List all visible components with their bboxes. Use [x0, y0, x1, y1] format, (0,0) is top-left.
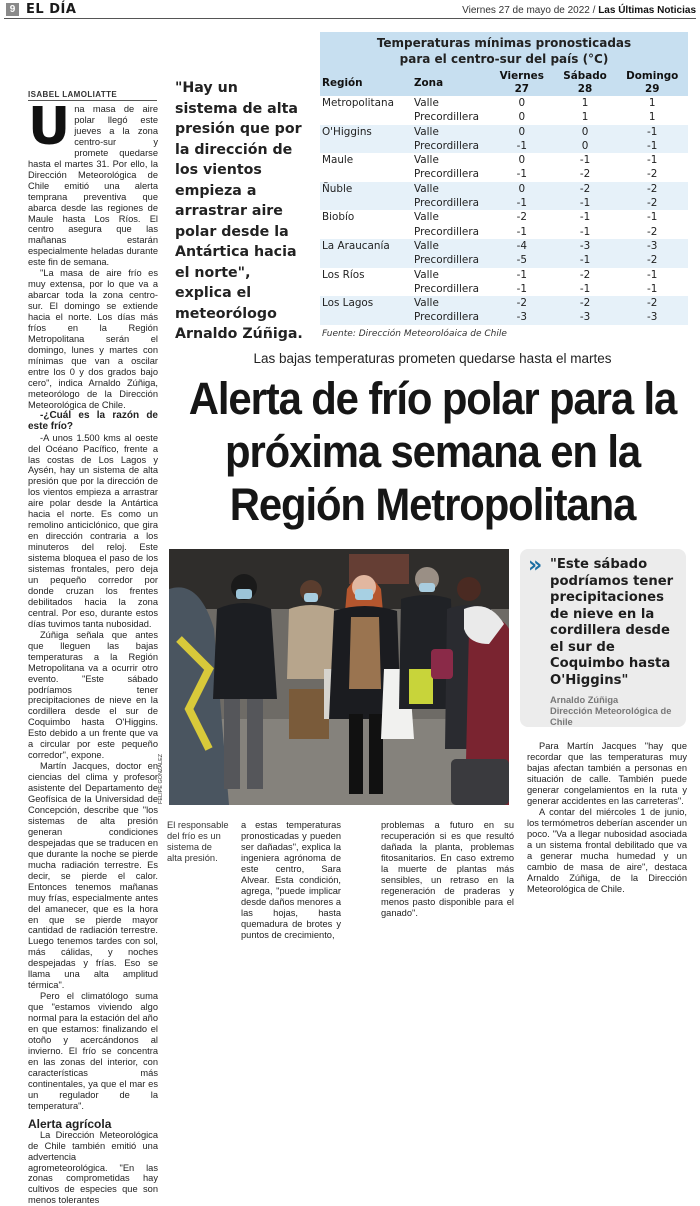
quote-box: [520, 549, 686, 727]
table-row: [320, 239, 688, 253]
cell-v: -4: [490, 239, 554, 253]
news-photo: [169, 549, 509, 805]
cell-region: [320, 139, 412, 153]
article-paragraph: A contar del miércoles 1 de junio, los termómetros deberían ascender un poco. "Va a llegar nubosidad asociada a un sistema frontal debilitado que va a generar mucha humedad y un cambio de masa de aire", destaca Arnaldo Zúñiga, de la Dirección Meteorológica de Chile.: [527, 807, 687, 894]
cell-v: -1: [490, 196, 554, 210]
article-column-right: [527, 741, 687, 895]
section-title: EL DÍA: [26, 2, 77, 17]
table-row: [320, 268, 688, 282]
page-number: 9: [6, 3, 19, 16]
cell-s: -2: [554, 296, 617, 310]
cell-s: -1: [554, 253, 617, 267]
cell-zona: Valle: [412, 125, 490, 139]
cell-s: -3: [554, 239, 617, 253]
cell-v: -1: [490, 139, 554, 153]
cell-d: -1: [616, 139, 688, 153]
article-paragraph: problemas a futuro en su recuperación si es que resultó dañada la planta, problemas fitosanitarios. En caso extremo la muerte de plantas más sensibles, un retraso en la regeneración de praderas y menos pasto disponible para el ganado".: [381, 820, 514, 918]
cell-d: -1: [647, 211, 658, 224]
cell-s: -2: [579, 168, 591, 181]
cell-v: 0: [518, 154, 526, 167]
quote-organization: Dirección Meteorológica de Chile: [550, 706, 672, 727]
cell-v: 0: [518, 97, 526, 109]
kicker: Las bajas temperaturas prometen quedarse hasta el martes: [253, 351, 612, 366]
cell-region: [320, 225, 412, 239]
table-title-line: Temperaturas mínimas pronosticadas: [376, 36, 632, 50]
cell-zona: Precordillera: [414, 168, 479, 181]
cell-v: -1: [516, 268, 527, 281]
cell-d: -2: [616, 296, 688, 310]
cell-d: -1: [647, 268, 658, 281]
article-paragraph: Martín Jacques, doctor en ciencias del clima y profesor asistente del Departamento de Geofísica de la Universidad de Concepción, describe que "los sistemas de alta presión generan condiciones despejadas que se traducen en que durante la noche se pierde mucha radiación terrestre. Es decir, se pierde el calor. Entonces tenemos mañanas muy frías, especialmente antes del amanecer, que es la hora en que se pierde mayor cantidad de radiación terrestre. Luego tenemos tardes con sol, más cálidas, y noches despejadas y frías. Eso se llama una alta amplitud térmica".: [28, 761, 158, 991]
article-paragraph: "La masa de aire frío es muy extensa, por lo que va a abarcar toda la zona centro-sur. El domingo se extiende hacia el norte. Los días más fríos en la Región Metropolitana serán el domingo, lunes y martes con mínimas que van a oscilar entre los 0 y dos grados bajo cero", indica Arnaldo Zúñiga, meteorólogo de la Dirección Meteorológica de Chile.: [28, 268, 158, 410]
column-header: Zona: [412, 70, 490, 96]
cell-s: 0: [554, 125, 617, 139]
table-row: [320, 125, 688, 139]
cell-v: -5: [490, 253, 554, 267]
article-column: [241, 820, 341, 941]
cell-d: -2: [647, 225, 658, 238]
cell-region: [320, 310, 412, 324]
cell-d: -2: [616, 182, 688, 196]
photo-caption: El responsable del frío es un sistema de alta presión.: [167, 820, 229, 863]
cell-d: 1: [648, 111, 656, 124]
cell-s: -1: [579, 282, 591, 295]
table-header-row: [320, 70, 688, 96]
cell-s: 1: [581, 111, 589, 124]
cell-d: -3: [616, 239, 688, 253]
table-row: [320, 167, 688, 181]
table-row: [320, 310, 688, 324]
cell-s: -1: [554, 196, 617, 210]
cell-region: Ñuble: [320, 182, 412, 196]
photo-credit: [158, 753, 170, 805]
quote-attribution: [550, 695, 678, 728]
cell-zona: Precordillera: [414, 111, 479, 124]
table-row: [320, 210, 688, 224]
cell-zona: Valle: [412, 239, 490, 253]
column-header: Sábado 28: [554, 70, 617, 96]
interview-question: -¿Cuál es la razón de este frío?: [28, 409, 158, 432]
chevron-icon: »: [528, 553, 543, 578]
cell-v: -3: [490, 310, 554, 324]
cell-zona: Valle: [414, 211, 439, 224]
table-source: Fuente: Dirección Meteorolóaica de Chile: [322, 328, 507, 339]
photo-credit-text: FELIPE GONZÁLEZ: [158, 753, 164, 804]
cell-d: -1: [616, 125, 688, 139]
quote-text: "Este sábado podríamos tener precipitaciones de nieve en la cordillera desde el sur de Coquimbo hasta O'Higgins": [550, 557, 674, 688]
cell-region: Los Ríos: [322, 268, 365, 281]
cell-v: 0: [490, 182, 554, 196]
cell-d: -2: [616, 196, 688, 210]
cell-v: 0: [490, 125, 554, 139]
table-title: [320, 32, 688, 70]
cell-zona: Precordillera: [412, 310, 490, 324]
cell-v: -2: [490, 296, 554, 310]
cell-region: [320, 196, 412, 210]
street-crowd-image: [169, 549, 509, 805]
cell-d: -1: [647, 282, 658, 295]
cell-s: -1: [579, 211, 591, 224]
table-row: [320, 110, 688, 124]
cell-v: -1: [516, 282, 527, 295]
table-row: [320, 153, 688, 167]
paragraph-text: na masa de aire polar llegó este jueves a la zona centro-sur y promete quedarse hasta el martes 31. Por ello, la Dirección Meteorológica de Chile emitió una alerta temprana preventiva que abarca desde las regiones de Maule hasta Los Ríos. El centro asegura que las mañanas estarán especialmente heladas durante este fin de semana.: [28, 104, 158, 268]
cell-d: -2: [616, 253, 688, 267]
table-row: [320, 182, 688, 196]
article-paragraph: [28, 97, 158, 268]
table-title-line: para el centro-sur del país (°C): [399, 52, 609, 66]
cell-v: -1: [516, 168, 527, 181]
cell-v: -1: [516, 225, 527, 238]
cell-zona: Precordillera: [412, 253, 490, 267]
drop-cap: U: [28, 97, 71, 157]
byline: ISABEL LAMOLIATTE: [28, 90, 157, 101]
cell-zona: Precordillera: [412, 139, 490, 153]
subheading: Alerta agrícola: [28, 1116, 112, 1131]
column-header: Domingo 29: [616, 70, 688, 96]
pull-quote: "Hay un sistema de alta presión que por la dirección de los vientos empieza a arrastrar aire polar desde la Antártica hacia el norte", explica el meteorólogo Arnaldo Zúñiga.: [175, 80, 303, 342]
cell-s: -1: [579, 225, 591, 238]
cell-zona: Valle: [412, 182, 490, 196]
cell-s: 1: [581, 97, 589, 109]
cell-zona: Precordillera: [414, 282, 479, 295]
article-paragraph: Zúñiga señala que antes que lleguen las bajas temperaturas a la Región Metropolitana va a ocurrir otro evento. "Este sábado podríamos tener precipitaciones de nieve en la cordillera desde el sur de Coquimbo hasta O'Higgins. Esto debido a un frente que va a circular por este pequeño corredor", expone.: [28, 629, 158, 761]
cell-zona: Valle: [414, 154, 439, 167]
table-row: [320, 253, 688, 267]
table-row: [320, 225, 688, 239]
cell-d: -1: [647, 154, 658, 167]
dateline: [462, 5, 696, 16]
cell-zona: Precordillera: [414, 225, 479, 238]
table-row: [320, 96, 688, 110]
cell-s: -3: [554, 310, 617, 324]
table-row: [320, 139, 688, 153]
cell-region: Maule: [322, 154, 354, 167]
article-paragraph: -A unos 1.500 kms al oeste del Océano Pacífico, frente a las costas de Los Lagos y Aysén, hay un sistema de alta presión que por la dirección de los vientos empieza a arrastrar aire polar desde la Antártica hacia el norte. Es como un remolino anticiclónico, que gira en dirección contraria a los minuteros del reloj. Este sistema bloquea el paso de los sistemas frontales, pero deja un pequeño corredor por donde cruzan los frentes debilitados hacia la zona central. Por eso, durante estos días tuvimos tanta nubosidad.: [28, 432, 158, 629]
cell-d: -2: [647, 168, 658, 181]
masthead: [4, 2, 696, 19]
cell-region: Los Lagos: [320, 296, 412, 310]
cell-s: 0: [554, 139, 617, 153]
table-row: [320, 196, 688, 210]
cell-s: -2: [579, 268, 591, 281]
cell-d: 1: [648, 97, 656, 109]
cell-region: [320, 253, 412, 267]
quote-author: Arnaldo Zúñiga: [550, 695, 619, 705]
cell-region: Biobío: [322, 211, 355, 224]
column-header: Región: [320, 70, 412, 96]
cell-v: 0: [518, 111, 526, 124]
cell-v: -2: [516, 211, 527, 224]
temperature-table: [320, 32, 688, 339]
cell-region: O'Higgins: [320, 125, 412, 139]
cell-s: -1: [579, 154, 591, 167]
cell-region: La Araucanía: [320, 239, 412, 253]
article-column-left: [28, 97, 158, 1206]
article-paragraph: La Dirección Meteorológica de Chile también emitió una advertencia agrometeorológica. "En las zonas comprometidas hay cultivos de especies que son menos tolerantes: [28, 1129, 158, 1206]
cell-region: [320, 282, 412, 296]
cell-zona: Valle: [412, 296, 490, 310]
article-column: [381, 820, 514, 919]
cell-zona: Valle: [414, 97, 439, 109]
article-paragraph: Pero el climatólogo suma que "estamos viviendo algo normal para la estación del año en que estamos: finalizando el otoño y acercándonos al invierno. El frío se concentra en las zonas del interior, con características más continentales, ya que el mar es un regulador de la temperatura".: [28, 991, 158, 1111]
cell-zona: Precordillera: [412, 196, 490, 210]
publication-name: Las Últimas Noticias: [598, 5, 696, 16]
article-paragraph: Para Martín Jacques "hay que recordar que las temperaturas muy bajas afectan también a personas en situación de calle. También puede generar congelamientos en la ruta y generar accidentes en las carreteras".: [527, 741, 687, 806]
cell-region: [320, 167, 412, 181]
article-paragraph: a estas temperaturas pronosticadas y pueden ser dañadas", explica la ingeniera agrónoma de este centro, Sara Alvear. Esta condición, agrega, "puede implicar desde daños menores a las hojas, hasta quemadura de brotes y puntos de crecimiento,: [241, 820, 341, 940]
cell-s: -2: [554, 182, 617, 196]
headline: Alerta de frío polar para la próxima semana en la Región Metropolitana: [188, 373, 677, 530]
cell-d: -3: [616, 310, 688, 324]
table: [320, 70, 688, 325]
cell-region: [320, 110, 412, 124]
table-row: [320, 282, 688, 296]
column-header: Viernes 27: [490, 70, 554, 96]
cell-zona: Valle: [414, 268, 439, 281]
date: Viernes 27 de mayo de 2022 /: [462, 5, 599, 16]
cell-region: Metropolitana: [322, 97, 394, 109]
table-row: [320, 296, 688, 310]
